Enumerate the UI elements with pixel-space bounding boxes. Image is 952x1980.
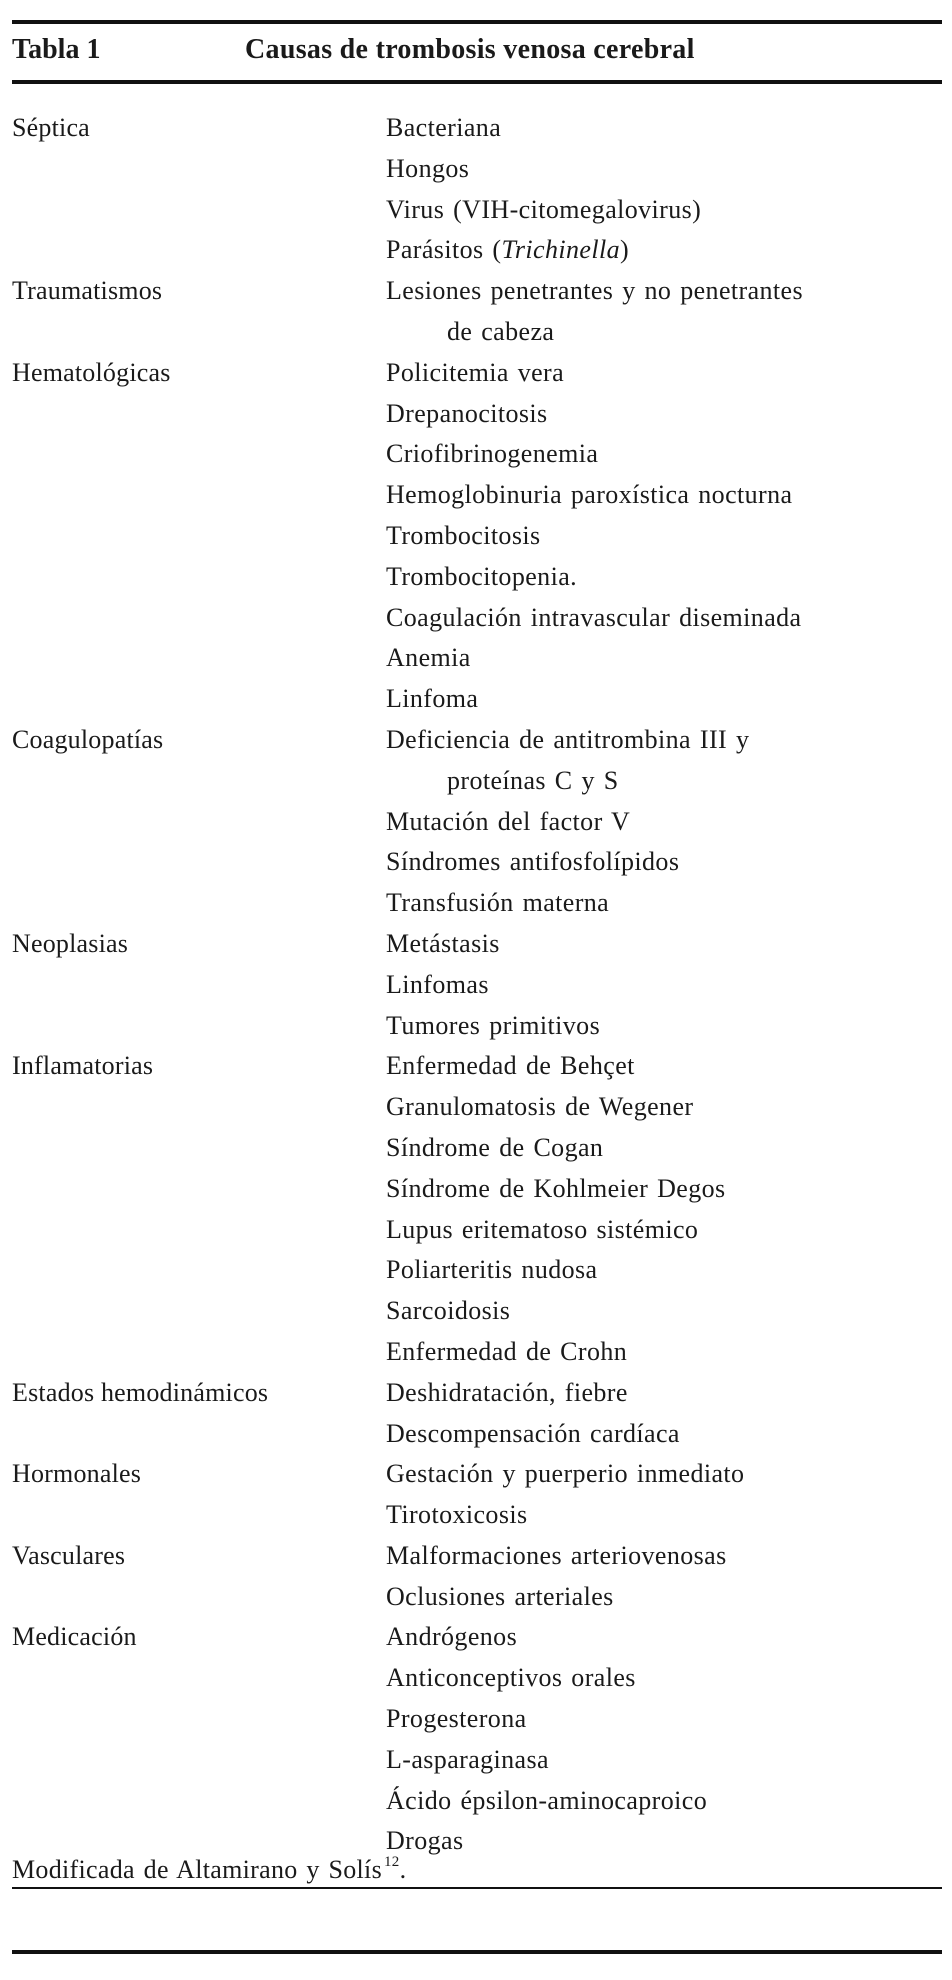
header-rule	[12, 80, 942, 84]
row-item: Lesiones penetrantes y no penetrantes	[386, 276, 803, 306]
table-label: Tabla 1	[12, 34, 101, 65]
footnote-reference: 12	[383, 1854, 400, 1870]
item-text: Parásitos	[386, 235, 493, 265]
row-item: Deshidratación, fiebre	[386, 1377, 628, 1407]
row-items	[386, 1536, 942, 1618]
row-item: de cabeza	[447, 316, 555, 346]
table-row	[12, 1536, 942, 1618]
row-item: Progesterona	[386, 1704, 527, 1734]
row-item: Síndromes antifosfolípidos	[386, 847, 680, 877]
row-item: Hongos	[386, 153, 470, 183]
row-item: Trombocitosis	[386, 520, 541, 550]
table-page	[12, 0, 942, 1980]
row-item: proteínas C y S	[447, 765, 619, 795]
table-row	[12, 924, 942, 1046]
table-row	[12, 720, 942, 924]
row-category: Hormonales	[12, 1459, 142, 1489]
row-category: Inflamatorias	[12, 1051, 154, 1081]
row-category: Vasculares	[12, 1540, 126, 1570]
row-item: Mutación del factor V	[386, 806, 631, 836]
open-paren: (	[492, 235, 502, 265]
row-item: Anticonceptivos orales	[386, 1663, 636, 1693]
row-items	[386, 1617, 942, 1862]
item-italic-text: Trichinella	[501, 235, 620, 265]
row-item: Linfoma	[386, 684, 479, 714]
row-item: Oclusiones arteriales	[386, 1581, 614, 1611]
row-item: Lupus eritematoso sistémico	[386, 1214, 699, 1244]
row-items	[386, 1454, 942, 1536]
row-item: Bacteriana	[386, 113, 502, 142]
row-items	[386, 271, 942, 353]
row-category: Hematológicas	[12, 357, 171, 387]
end-rule	[12, 1950, 942, 1954]
row-item: Ácido épsilon-aminocaproico	[386, 1785, 708, 1815]
row-item: Policitemia vera	[386, 357, 565, 387]
row-category: Neoplasias	[12, 928, 129, 958]
row-item: Anemia	[386, 643, 471, 673]
row-item: Malformaciones arteriovenosas	[386, 1540, 727, 1570]
row-item: Deficiencia de antitrombina III y	[386, 724, 750, 754]
row-item	[386, 230, 942, 271]
row-item: Drogas	[386, 1826, 464, 1856]
row-item: Drepanocitosis	[386, 398, 548, 428]
row-item: Sarcoidosis	[386, 1296, 511, 1326]
table-row	[12, 1046, 942, 1372]
row-item: Gestación y puerperio inmediato	[386, 1459, 745, 1489]
row-item: Hemoglobinuria paroxística nocturna	[386, 480, 793, 510]
row-items	[386, 1373, 942, 1455]
row-item: Transfusión materna	[386, 888, 610, 918]
row-item: Enfermedad de Crohn	[386, 1336, 628, 1366]
table-header	[12, 30, 942, 70]
close-paren: )	[619, 235, 630, 265]
row-items	[386, 720, 942, 924]
top-rule	[12, 20, 942, 24]
row-item: Tumores primitivos	[386, 1010, 601, 1040]
row-category: Traumatismos	[12, 276, 163, 306]
row-item: Coagulación intravascular diseminada	[386, 602, 802, 632]
row-category: Coagulopatías	[12, 724, 164, 754]
table-row	[12, 108, 942, 271]
table-row	[12, 1454, 942, 1536]
table-footnote	[12, 1850, 406, 1890]
table-row	[12, 1617, 942, 1862]
row-item: Andrógenos	[386, 1622, 518, 1652]
row-item: Granulomatosis de Wegener	[386, 1092, 694, 1122]
row-item: Enfermedad de Behçet	[386, 1051, 635, 1081]
row-items	[386, 924, 942, 1046]
row-items	[386, 1046, 942, 1372]
row-category: Estados hemodinámicos	[12, 1377, 269, 1407]
row-category: Séptica	[12, 113, 90, 142]
row-item: Linfomas	[386, 969, 489, 999]
table-body	[12, 108, 942, 1862]
row-item: Trombocitopenia.	[386, 561, 578, 591]
row-category: Medicación	[12, 1622, 137, 1652]
row-item: Descompensación cardíaca	[386, 1418, 680, 1448]
row-item: L-asparaginasa	[386, 1744, 549, 1774]
table-title: Causas de trombosis venosa cerebral	[245, 34, 695, 65]
row-item: Tirotoxicosis	[386, 1500, 528, 1530]
row-item: Metástasis	[386, 928, 500, 958]
table-row	[12, 271, 942, 353]
row-items	[386, 353, 942, 720]
row-item: Criofibrinogenemia	[386, 439, 599, 469]
footnote-end: .	[399, 1855, 407, 1884]
row-item: Virus (VIH-citomegalovirus)	[386, 194, 702, 224]
table-row	[12, 1373, 942, 1455]
table-row	[12, 353, 942, 720]
row-items	[386, 108, 942, 271]
row-item: Síndrome de Cogan	[386, 1132, 604, 1162]
footnote-text: Modificada de Altamirano y Solís	[12, 1855, 382, 1884]
row-item: Poliarteritis nudosa	[386, 1255, 598, 1285]
row-item: Síndrome de Kohlmeier Degos	[386, 1173, 726, 1203]
